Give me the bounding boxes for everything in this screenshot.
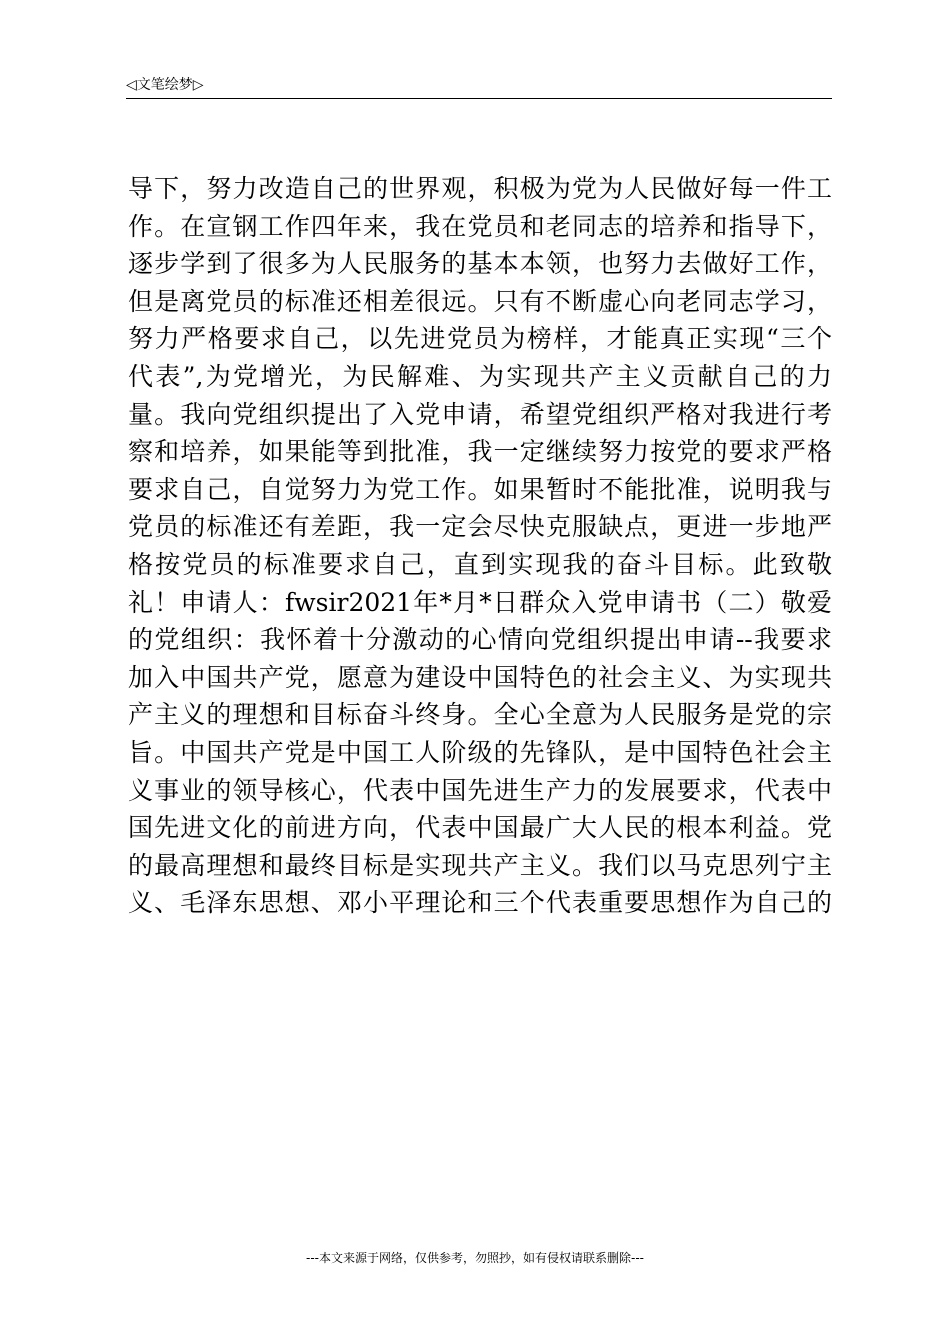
body-line: 量。我向党组织提出了入党申请，希望党组织严格对我进行考	[128, 399, 832, 429]
body-line: 但是离党员的标准还相差很远。只有不断虚心向老同志学习，	[128, 286, 832, 316]
body-line: 代表”,为党增光，为民解难、为实现共产主义贡献自己的力	[128, 361, 832, 391]
body-line: 格按党员的标准要求自己，直到实现我的奋斗目标。此致敬	[128, 549, 832, 579]
body-line: 国先进文化的前进方向，代表中国最广大人民的根本利益。党	[128, 813, 832, 843]
body-line: 产主义的理想和目标奋斗终身。全心全意为人民服务是党的宗	[128, 700, 832, 730]
body-line: 礼！申请人：fwsir2021年*月*日群众入党申请书（二）敬爱	[128, 587, 832, 617]
footer-disclaimer: ---本文来源于网络，仅供参考，勿照抄，如有侵权请联系删除---	[306, 1251, 644, 1265]
body-line: 逐步学到了很多为人民服务的基本本领，也努力去做好工作，	[128, 249, 832, 279]
body-line: 察和培养，如果能等到批准，我一定继续努力按党的要求严格	[128, 437, 832, 467]
body-line: 努力严格要求自己，以先进党员为榜样，才能真正实现“三个	[128, 324, 832, 354]
body-line: 作。在宣钢工作四年来，我在党员和老同志的培养和指导下，	[128, 211, 832, 241]
body-line: 义、毛泽东思想、邓小平理论和三个代表重要思想作为自己的	[128, 888, 832, 918]
body-line: 旨。中国共产党是中国工人阶级的先锋队，是中国特色社会主	[128, 737, 832, 767]
page-header	[126, 74, 832, 99]
body-line: 导下，努力改造自己的世界观，积极为党为人民做好每一件工	[128, 174, 832, 203]
body-line: 要求自己，自觉努力为党工作。如果暂时不能批准，说明我与	[128, 474, 832, 504]
body-line: 的党组织：我怀着十分激动的心情向党组织提出申请--我要求	[128, 625, 832, 655]
header-title: ◁文笔绘梦▷	[126, 77, 204, 93]
body-line: 的最高理想和最终目标是实现共产主义。我们以马克思列宁主	[128, 850, 832, 880]
body-line: 义事业的领导核心，代表中国先进生产力的发展要求，代表中	[128, 775, 832, 805]
body-line: 党员的标准还有差距，我一定会尽快克服缺点，更进一步地严	[128, 512, 832, 542]
body-line: 加入中国共产党，愿意为建设中国特色的社会主义、为实现共	[128, 662, 832, 692]
document-body	[128, 170, 832, 922]
